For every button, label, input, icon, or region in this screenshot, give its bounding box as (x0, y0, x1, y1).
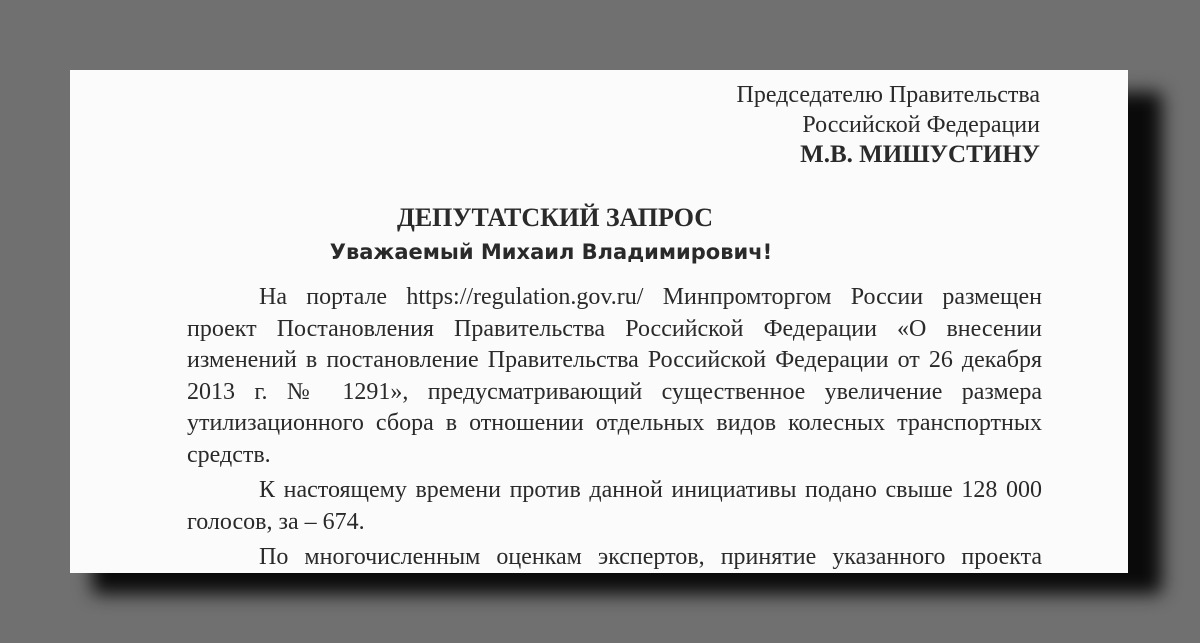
salutation: Уважаемый Михаил Владимирович! (329, 240, 773, 264)
paragraph-1: На портале https://regulation.gov.ru/ Минпромторгом России размещен проект Постановления Правительства Российской Федерации «О внесении изменений в постановление Правительства Российской Федерации от 26 декабря 2013 г. № 1291», предусматривающий существенное увеличение размера утилизационного сбора в отношении отдельных видов колесных транспортных средств. (187, 284, 1042, 468)
addressee-line-2: Российской Федерации (802, 112, 1040, 138)
paragraph-2: К настоящему времени против данной инициативы подано свыше 128 000 голосов, за – 674. (187, 477, 1042, 535)
paragraph-3: По многочисленным оценкам экспертов, принятие указанного проекта (259, 544, 1042, 570)
document-body (187, 282, 1042, 573)
document-page (70, 70, 1128, 573)
addressee-block (737, 80, 1040, 170)
addressee-name: М.В. МИШУСТИНУ (800, 141, 1040, 168)
addressee-line-1: Председателю Правительства (736, 82, 1040, 108)
document-title: ДЕПУТАТСКИЙ ЗАПРОС (396, 203, 714, 232)
